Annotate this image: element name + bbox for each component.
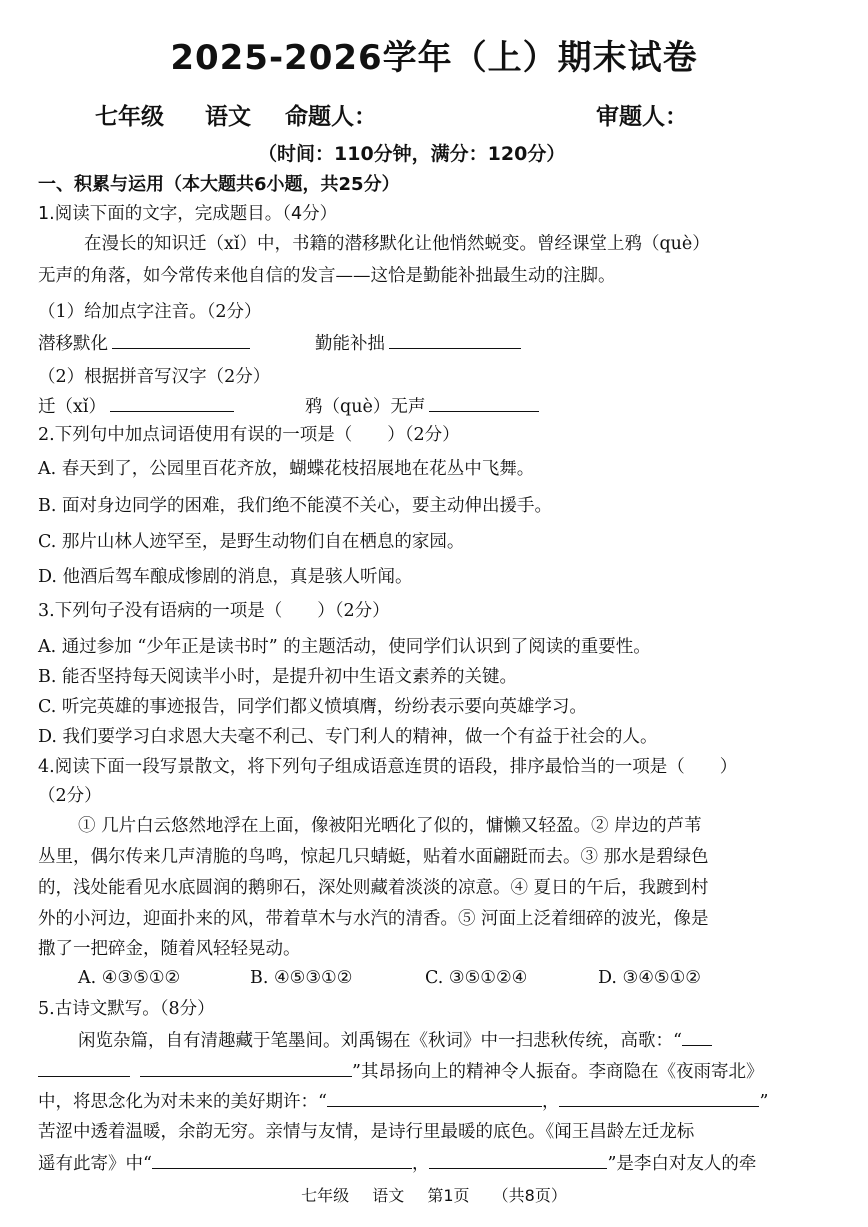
q1-passage-line2: 无声的角落，如今常传来他自信的发言——这恰是勤能补拙最生动的注脚。 (38, 266, 616, 286)
q5-text: 遥有此寄》中“ (38, 1154, 152, 1174)
time-note: （时间：110分钟，满分：120分） (258, 143, 566, 165)
q4-option-b: B. ④⑤③①② (250, 968, 353, 988)
q4-option-c: C. ③⑤①②④ (425, 968, 528, 988)
answer-blank[interactable] (682, 1029, 712, 1046)
q5-text: 中，将思念化为对未来的美好期许：“ (38, 1092, 327, 1112)
q3-option-d: D. 我们要学习白求恩大夫毫不利己、专门利人的精神，做一个有益于社会的人。 (38, 727, 658, 747)
page-footer (0, 1183, 868, 1206)
answer-blank[interactable] (112, 332, 250, 349)
reviewer-label: 审题人： (596, 104, 688, 130)
answer-blank[interactable] (38, 1060, 130, 1077)
q1-sub1-label: （1）给加点字注音。（2分） (38, 302, 262, 322)
q1-sub2-item1 (38, 395, 234, 418)
footer-page: 第1页 (427, 1186, 470, 1205)
q2-option-b: B. 面对身边同学的困难，我们绝不能漠不关心，要主动伸出援手。 (38, 496, 552, 516)
q5-text: ， (411, 1154, 430, 1174)
q1-sub2-label: （2）根据拼音写汉字（2分） (38, 367, 271, 387)
q1-sub1-item1 (38, 332, 250, 355)
q5-text: 闲览杂篇，自有清趣藏于笔墨间。刘禹锡在《秋词》中一扫悲秋传统，高歌：“ (78, 1031, 682, 1051)
q4-passage-line: 的，浅处能看见水底圆润的鹅卵石，深处则藏着淡淡的凉意。④ 夏日的午后，我踱到村 (38, 878, 709, 898)
q5-line1 (78, 1029, 712, 1052)
q1-stem: 1.阅读下面的文字，完成题目。（4分） (38, 204, 338, 224)
answer-blank[interactable] (110, 395, 234, 412)
answer-blank[interactable] (327, 1090, 542, 1107)
q4-option-a: A. ④③⑤①② (78, 968, 181, 988)
section-heading: 一、积累与运用（本大题共6小题，共25分） (38, 174, 400, 195)
setter-label: 命题人： (285, 104, 377, 130)
q4-score: （2分） (38, 786, 102, 806)
q1-sub2-word2: 鸦（què）无声 (305, 397, 426, 417)
q3-option-b: B. 能否坚持每天阅读半小时，是提升初中生语文素养的关键。 (38, 667, 517, 687)
q5-text: ”是李白对友人的牵 (607, 1154, 757, 1174)
q5-line3 (38, 1090, 768, 1113)
answer-blank[interactable] (559, 1090, 759, 1107)
q2-option-c: C. 那片山林人迹罕至，是野生动物们自在栖息的家园。 (38, 532, 465, 552)
answer-blank[interactable] (429, 1152, 607, 1169)
q4-stem: 4.阅读下面一段写景散文，将下列句子组成语意连贯的语段，排序最恰当的一项是（ ） (38, 757, 738, 777)
q1-passage-line1: 在漫长的知识迁（xǐ）中，书籍的潜移默化让他悄然蜕变。曾经课堂上鸦（què） (84, 234, 710, 254)
q4-passage-line: 丛里，偶尔传来几声清脆的鸟鸣，惊起几只蜻蜓，贴着水面翩跹而去。③ 那水是碧绿色 (38, 847, 709, 867)
footer-total: （共8页） (492, 1186, 567, 1205)
q2-option-d: D. 他酒后驾车酿成惨剧的消息，真是骇人听闻。 (38, 567, 413, 587)
footer-grade: 七年级 (301, 1186, 350, 1205)
q3-option-a: A. 通过参加 “少年正是读书时” 的主题活动，使同学们认识到了阅读的重要性。 (38, 637, 651, 657)
footer-subject: 语文 (372, 1186, 405, 1205)
q1-sub1-word2: 勤能补拙 (315, 334, 385, 354)
q4-passage-line: 撒了一把碎金，随着风轻轻晃动。 (38, 939, 301, 959)
q1-sub1-item2 (315, 332, 521, 355)
q4-passage-line: ① 几片白云悠然地浮在上面，像被阳光晒化了似的，慵懒又轻盈。② 岸边的芦苇 (78, 816, 702, 836)
q5-line2 (38, 1060, 763, 1083)
answer-blank[interactable] (140, 1060, 352, 1077)
q4-passage-line: 外的小河边，迎面扑来的风，带着草木与水汽的清香。⑤ 河面上泛着细碎的波光，像是 (38, 909, 709, 929)
answer-blank[interactable] (152, 1152, 412, 1169)
q5-line4: 苦涩中透着温暖，余韵无穷。亲情与友情，是诗行里最暖的底色。《闻王昌龄左迁龙标 (38, 1122, 695, 1142)
q5-stem: 5.古诗文默写。（8分） (38, 999, 215, 1019)
q5-line5 (38, 1152, 756, 1175)
q4-option-d: D. ③④⑤①② (598, 968, 701, 988)
subject-label: 语文 (205, 104, 251, 130)
q5-text: ， (541, 1092, 560, 1112)
q2-stem: 2.下列句中加点词语使用有误的一项是（ ）（2分） (38, 425, 460, 445)
q2-option-a: A. 春天到了，公园里百花齐放，蝴蝶花枝招展地在花丛中飞舞。 (38, 459, 535, 479)
q5-text: ” (759, 1092, 769, 1112)
q5-text: ”其昂扬向上的精神令人振奋。李商隐在《夜雨寄北》 (352, 1062, 764, 1082)
q1-sub2-word1: 迁（xǐ） (38, 397, 106, 417)
page-title: 2025-2026学年（上）期末试卷 (170, 38, 698, 78)
q1-sub2-item2 (305, 395, 539, 418)
q3-stem: 3.下列句子没有语病的一项是（ ）（2分） (38, 601, 390, 621)
q1-sub1-word1: 潜移默化 (38, 334, 108, 354)
grade-label: 七年级 (95, 104, 164, 130)
answer-blank[interactable] (389, 332, 521, 349)
answer-blank[interactable] (429, 395, 539, 412)
q3-option-c: C. 听完英雄的事迹报告，同学们都义愤填膺，纷纷表示要向英雄学习。 (38, 697, 587, 717)
